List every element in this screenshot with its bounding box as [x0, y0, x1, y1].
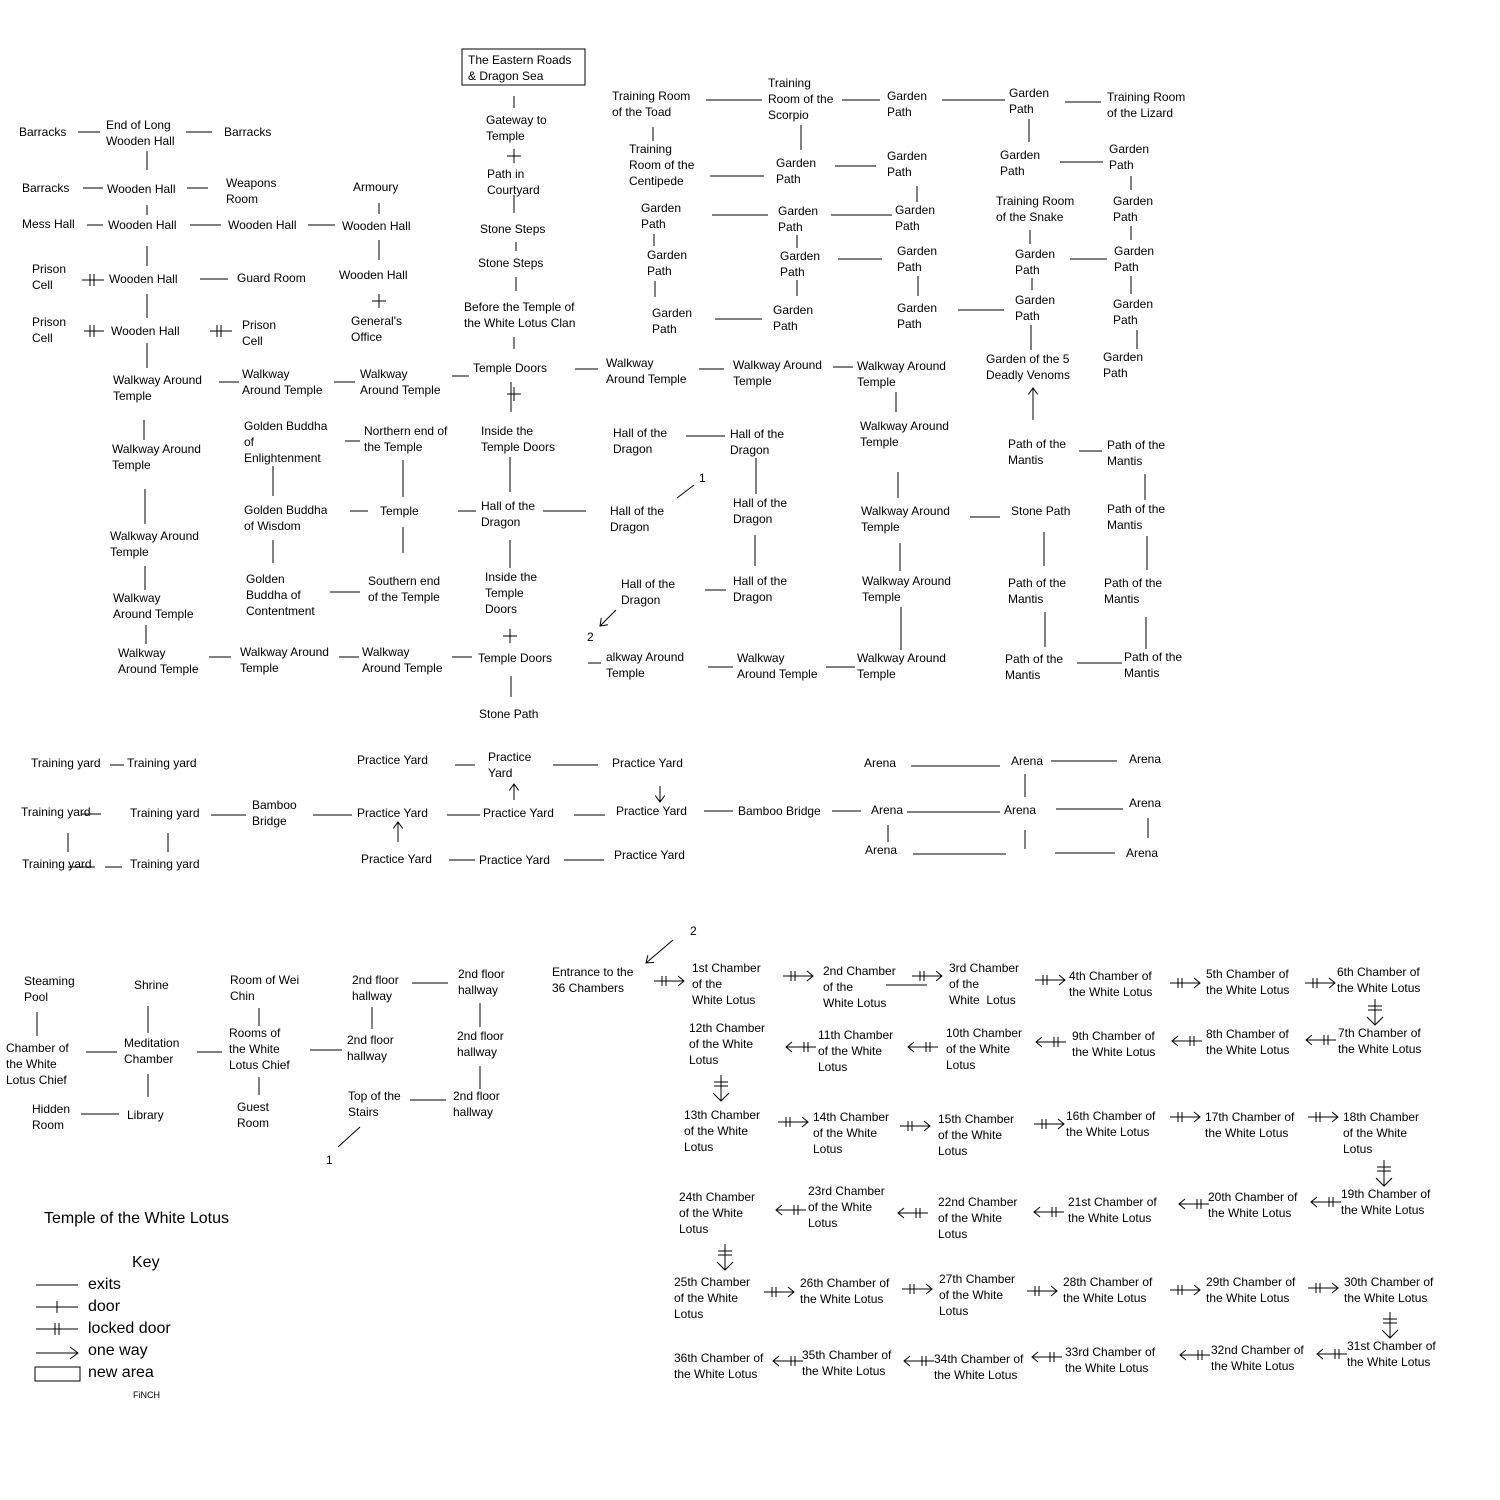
room-14th-chamber-of-the-white-lotus: 14th Chamber of the White Lotus — [813, 1110, 890, 1156]
room-walkway-around-temple: Walkway Around Temple — [113, 373, 202, 403]
room-4th-chamber-of-the-white-lotus: 4th Chamber of the White Lotus — [1069, 969, 1153, 999]
room-golden-buddha-of-enlightenment: Golden Buddha of Enlightenment — [244, 419, 328, 465]
room-walkway-around-temple: Walkway Around Temple — [110, 529, 199, 559]
room-northern-end-of-the-temple: Northern end of the Temple — [364, 424, 448, 454]
room-hall-of-the-dragon: Hall of the Dragon — [730, 427, 785, 457]
room-walkway-around-temple: Walkway Around Temple — [113, 591, 194, 621]
room-temple-doors: Temple Doors — [478, 651, 553, 665]
room-30th-chamber-of-the-white-lotus: 30th Chamber of the White Lotus — [1344, 1275, 1434, 1305]
room-guard-room: Guard Room — [237, 271, 306, 285]
room-arena: Arena — [1004, 803, 1037, 817]
room-training-room-of-the-toad: Training Room of the Toad — [612, 89, 691, 119]
room-shrine: Shrine — [134, 978, 169, 992]
room-19th-chamber-of-the-white-lotus: 19th Chamber of the White Lotus — [1341, 1187, 1431, 1217]
room-2nd-chamber-of-the-white-lotus: 2nd Chamber of the White Lotus — [823, 964, 896, 1010]
room-prison-cell: Prison Cell — [32, 262, 67, 292]
room-southern-end-of-the-temple: Southern end of the Temple — [368, 574, 441, 604]
room-training-room-of-the-lizard: Training Room of the Lizard — [1107, 90, 1186, 120]
key-new-area-icon — [35, 1367, 80, 1381]
room-garden-path: Garden Path — [1113, 297, 1154, 327]
room-practice-yard: Practice Yard — [488, 750, 532, 780]
room-general-s-office: General's Office — [351, 314, 402, 344]
room-walkway-around-temple: Walkway Around Temple — [240, 645, 329, 675]
room-mess-hall: Mess Hall — [22, 217, 75, 231]
room-garden-path: Garden Path — [1109, 142, 1150, 172]
room-20th-chamber-of-the-white-lotus: 20th Chamber of the White Lotus — [1208, 1190, 1298, 1220]
room-36th-chamber-of-the-white-lotus: 36th Chamber of the White Lotus — [674, 1351, 764, 1381]
room-garden-path: Garden Path — [1103, 350, 1144, 380]
room-12th-chamber-of-the-white-lotus: 12th Chamber of the White Lotus — [689, 1021, 766, 1067]
room-2nd-floor-hallway: 2nd floor hallway — [347, 1033, 394, 1063]
key-label-locked-door: locked door — [88, 1320, 171, 1337]
room-27th-chamber-of-the-white-lotus: 27th Chamber of the White Lotus — [939, 1272, 1016, 1318]
room-practice-yard: Practice Yard — [357, 753, 428, 767]
room-garden-path: Garden Path — [1015, 293, 1056, 323]
room-2nd-floor-hallway: 2nd floor hallway — [453, 1089, 500, 1119]
room-training-yard: Training yard — [130, 857, 200, 871]
room-practice-yard: Practice Yard — [357, 806, 428, 820]
room-arena: Arena — [1011, 754, 1044, 768]
one-way-arrow — [600, 610, 616, 626]
room-prison-cell: Prison Cell — [32, 315, 67, 345]
room-garden-path: Garden Path — [887, 89, 928, 119]
room-10th-chamber-of-the-white-lotus: 10th Chamber of the White Lotus — [946, 1026, 1023, 1072]
key-label-one-way: one way — [88, 1342, 148, 1359]
room-prison-cell: Prison Cell — [242, 318, 277, 348]
room-22nd-chamber-of-the-white-lotus: 22nd Chamber of the White Lotus — [938, 1195, 1018, 1241]
room-rooms-of-the-white-lotus-chief: Rooms of the White Lotus Chief — [229, 1026, 290, 1072]
room-bamboo-bridge: Bamboo Bridge — [252, 798, 297, 828]
room-hall-of-the-dragon: Hall of the Dragon — [610, 504, 665, 534]
room-32nd-chamber-of-the-white-lotus: 32nd Chamber of the White Lotus — [1211, 1343, 1304, 1373]
room-room-of-wei-chin: Room of Wei Chin — [230, 973, 300, 1003]
room-end-of-long-wooden-hall: End of Long Wooden Hall — [106, 118, 175, 148]
room-garden-path: Garden Path — [773, 303, 814, 333]
room-hall-of-the-dragon: Hall of the Dragon — [481, 499, 536, 529]
room-path-of-the-mantis: Path of the Mantis — [1107, 502, 1166, 532]
room-path-of-the-mantis: Path of the Mantis — [1005, 652, 1064, 682]
room-arena: Arena — [871, 803, 904, 817]
room-garden-path: Garden Path — [1000, 148, 1041, 178]
room-hall-of-the-dragon: Hall of the Dragon — [613, 426, 668, 456]
room-practice-yard: Practice Yard — [479, 853, 550, 867]
room-practice-yard: Practice Yard — [616, 804, 687, 818]
room-guest-room: Guest Room — [237, 1100, 270, 1130]
room-16th-chamber-of-the-white-lotus: 16th Chamber of the White Lotus — [1066, 1109, 1156, 1139]
room-wooden-hall: Wooden Hall — [109, 272, 178, 286]
room-path-in-courtyard: Path in Courtyard — [487, 167, 540, 197]
room-garden-of-the-5-deadly-venoms: Garden of the 5 Deadly Venoms — [986, 352, 1071, 382]
room-golden-buddha-of-contentment: Golden Buddha of Contentment — [246, 572, 315, 618]
marker-label: 2 — [690, 924, 697, 938]
room-garden-path: Garden Path — [897, 244, 938, 274]
exit-line — [677, 485, 694, 498]
room-7th-chamber-of-the-white-lotus: 7th Chamber of the White Lotus — [1338, 1026, 1422, 1056]
room-15th-chamber-of-the-white-lotus: 15th Chamber of the White Lotus — [938, 1112, 1015, 1158]
room-arena: Arena — [1129, 796, 1162, 810]
room-25th-chamber-of-the-white-lotus: 25th Chamber of the White Lotus — [674, 1275, 751, 1321]
room-chamber-of-the-white-lotus-chief: Chamber of the White Lotus Chief — [6, 1041, 69, 1087]
room-23rd-chamber-of-the-white-lotus: 23rd Chamber of the White Lotus — [808, 1184, 885, 1230]
room-practice-yard: Practice Yard — [361, 852, 432, 866]
room-arena: Arena — [865, 843, 898, 857]
room-practice-yard: Practice Yard — [614, 848, 685, 862]
key-label-door: door — [88, 1298, 121, 1315]
room-28th-chamber-of-the-white-lotus: 28th Chamber of the White Lotus — [1063, 1275, 1153, 1305]
room-18th-chamber-of-the-white-lotus: 18th Chamber of the White Lotus — [1343, 1110, 1420, 1156]
room-practice-yard: Practice Yard — [612, 756, 683, 770]
room-meditation-chamber: Meditation Chamber — [124, 1036, 180, 1066]
room-training-yard: Training yard — [22, 857, 92, 871]
room-24th-chamber-of-the-white-lotus: 24th Chamber of the White Lotus — [679, 1190, 756, 1236]
room-31st-chamber-of-the-white-lotus: 31st Chamber of the White Lotus — [1347, 1339, 1436, 1369]
room-21st-chamber-of-the-white-lotus: 21st Chamber of the White Lotus — [1068, 1195, 1157, 1225]
room-temple: Temple — [380, 504, 419, 518]
room-garden-path: Garden Path — [1113, 194, 1154, 224]
room-garden-path: Garden Path — [1114, 244, 1155, 274]
room-17th-chamber-of-the-white-lotus: 17th Chamber of the White Lotus — [1205, 1110, 1295, 1140]
room-gateway-to-temple: Gateway to Temple — [486, 113, 547, 143]
room-34th-chamber-of-the-white-lotus: 34th Chamber of the White Lotus — [934, 1352, 1024, 1382]
room-training-yard: Training yard — [31, 756, 101, 770]
room-3rd-chamber-of-the-white-lotus: 3rd Chamber of the White Lotus — [949, 961, 1020, 1007]
room-5th-chamber-of-the-white-lotus: 5th Chamber of the White Lotus — [1206, 967, 1290, 997]
room-training-yard: Training yard — [21, 805, 91, 819]
room-9th-chamber-of-the-white-lotus: 9th Chamber of the White Lotus — [1072, 1029, 1156, 1059]
author-signature: FiNCH — [133, 1390, 160, 1400]
room-wooden-hall: Wooden Hall — [339, 268, 408, 282]
room-1st-chamber-of-the-white-lotus: 1st Chamber of the White Lotus — [692, 961, 761, 1007]
room-path-of-the-mantis: Path of the Mantis — [1107, 438, 1166, 468]
room-35th-chamber-of-the-white-lotus: 35th Chamber of the White Lotus — [802, 1348, 892, 1378]
room-hall-of-the-dragon: Hall of the Dragon — [733, 496, 788, 526]
room-path-of-the-mantis: Path of the Mantis — [1008, 576, 1067, 606]
room-walkway-around-temple: Walkway Around Temple — [857, 359, 946, 389]
room-armoury: Armoury — [353, 180, 399, 194]
room-13th-chamber-of-the-white-lotus: 13th Chamber of the White Lotus — [684, 1108, 761, 1154]
room-garden-path: Garden Path — [641, 201, 682, 231]
room-practice-yard: Practice Yard — [483, 806, 554, 820]
room-barracks: Barracks — [224, 125, 272, 139]
room-garden-path: Garden Path — [1015, 247, 1056, 277]
room-walkway-around-temple: Walkway Around Temple — [242, 367, 323, 397]
room-garden-path: Garden Path — [887, 149, 928, 179]
room-walkway-around-temple: Walkway Around Temple — [362, 645, 443, 675]
room-training-room-of-the-snake: Training Room of the Snake — [996, 194, 1075, 224]
room-arena: Arena — [864, 756, 897, 770]
room-top-of-the-stairs: Top of the Stairs — [348, 1089, 401, 1119]
one-way-arrow — [646, 940, 673, 963]
room-stone-path: Stone Path — [479, 707, 539, 721]
room-26th-chamber-of-the-white-lotus: 26th Chamber of the White Lotus — [800, 1276, 890, 1306]
marker-label: 2 — [587, 630, 594, 644]
room-inside-the-temple-doors: Inside the Temple Doors — [481, 424, 556, 454]
room-the-eastern-roads-dragon-sea: The Eastern Roads & Dragon Sea — [468, 53, 572, 83]
room-garden-path: Garden Path — [780, 249, 821, 279]
room-walkway-around-temple: Walkway Around Temple — [862, 574, 951, 604]
room-arena: Arena — [1129, 752, 1162, 766]
room-8th-chamber-of-the-white-lotus: 8th Chamber of the White Lotus — [1206, 1027, 1290, 1057]
marker-label: 1 — [326, 1153, 333, 1167]
room-walkway-around-temple: Walkway Around Temple — [737, 651, 818, 681]
room-wooden-hall: Wooden Hall — [111, 324, 180, 338]
room-alkway-around-temple: alkway Around Temple — [606, 650, 685, 680]
room-path-of-the-mantis: Path of the Mantis — [1104, 576, 1163, 606]
room-garden-path: Garden Path — [897, 301, 938, 331]
room-hall-of-the-dragon: Hall of the Dragon — [733, 574, 788, 604]
room-entrance-to-the-36-chambers: Entrance to the 36 Chambers — [552, 965, 634, 995]
marker-label: 1 — [699, 471, 706, 485]
map-title: Temple of the White Lotus — [44, 1210, 229, 1227]
room-walkway-around-temple: Walkway Around Temple — [733, 358, 822, 388]
room-walkway-around-temple: Walkway Around Temple — [118, 646, 199, 676]
exit-line — [338, 1127, 360, 1147]
room-29th-chamber-of-the-white-lotus: 29th Chamber of the White Lotus — [1206, 1275, 1296, 1305]
room-arena: Arena — [1126, 846, 1159, 860]
room-stone-path: Stone Path — [1011, 504, 1071, 518]
room-wooden-hall: Wooden Hall — [228, 218, 297, 232]
room-walkway-around-temple: Walkway Around Temple — [360, 367, 441, 397]
room-stone-steps: Stone Steps — [480, 222, 546, 236]
room-2nd-floor-hallway: 2nd floor hallway — [352, 973, 399, 1003]
room-11th-chamber-of-the-white-lotus: 11th Chamber of the White Lotus — [818, 1028, 894, 1074]
room-barracks: Barracks — [22, 181, 70, 195]
room-hidden-room: Hidden Room — [32, 1102, 71, 1132]
room-temple-doors: Temple Doors — [473, 361, 548, 375]
room-garden-path: Garden Path — [652, 306, 693, 336]
room-wooden-hall: Wooden Hall — [108, 218, 177, 232]
room-training-yard: Training yard — [130, 806, 200, 820]
room-wooden-hall: Wooden Hall — [107, 182, 176, 196]
room-garden-path: Garden Path — [895, 203, 936, 233]
room-garden-path: Garden Path — [647, 248, 688, 278]
room-hall-of-the-dragon: Hall of the Dragon — [621, 577, 676, 607]
room-6th-chamber-of-the-white-lotus: 6th Chamber of the White Lotus — [1337, 965, 1421, 995]
key-heading: Key — [132, 1254, 160, 1271]
room-walkway-around-temple: Walkway Around Temple — [861, 504, 950, 534]
room-walkway-around-temple: Walkway Around Temple — [860, 419, 949, 449]
room-garden-path: Garden Path — [1009, 86, 1050, 116]
room-2nd-floor-hallway: 2nd floor hallway — [458, 967, 505, 997]
room-training-yard: Training yard — [127, 756, 197, 770]
room-2nd-floor-hallway: 2nd floor hallway — [457, 1029, 504, 1059]
room-garden-path: Garden Path — [778, 204, 819, 234]
room-stone-steps: Stone Steps — [478, 256, 544, 270]
room-training-room-of-the-centipede: Training Room of the Centipede — [629, 142, 695, 188]
room-33rd-chamber-of-the-white-lotus: 33rd Chamber of the White Lotus — [1065, 1345, 1156, 1375]
room-before-the-temple-of-the-white-lotus-clan: Before the Temple of the White Lotus Clan — [464, 300, 576, 330]
room-garden-path: Garden Path — [776, 156, 817, 186]
room-golden-buddha-of-wisdom: Golden Buddha of Wisdom — [244, 503, 328, 533]
key-label-exits: exits — [88, 1276, 121, 1293]
room-walkway-around-temple: Walkway Around Temple — [857, 651, 946, 681]
room-training-room-of-the-scorpio: Training Room of the Scorpio — [768, 76, 834, 122]
room-path-of-the-mantis: Path of the Mantis — [1008, 437, 1067, 467]
room-walkway-around-temple: Walkway Around Temple — [606, 356, 687, 386]
room-bamboo-bridge: Bamboo Bridge — [738, 804, 821, 818]
room-weapons-room: Weapons Room — [226, 176, 277, 206]
room-wooden-hall: Wooden Hall — [342, 219, 411, 233]
room-path-of-the-mantis: Path of the Mantis — [1124, 650, 1183, 680]
room-barracks: Barracks — [19, 125, 67, 139]
room-inside-the-temple-doors: Inside the Temple Doors — [485, 570, 538, 616]
room-library: Library — [127, 1108, 164, 1122]
room-steaming-pool: Steaming Pool — [24, 974, 75, 1004]
room-walkway-around-temple: Walkway Around Temple — [112, 442, 201, 472]
key-label-new-area: new area — [88, 1364, 154, 1381]
